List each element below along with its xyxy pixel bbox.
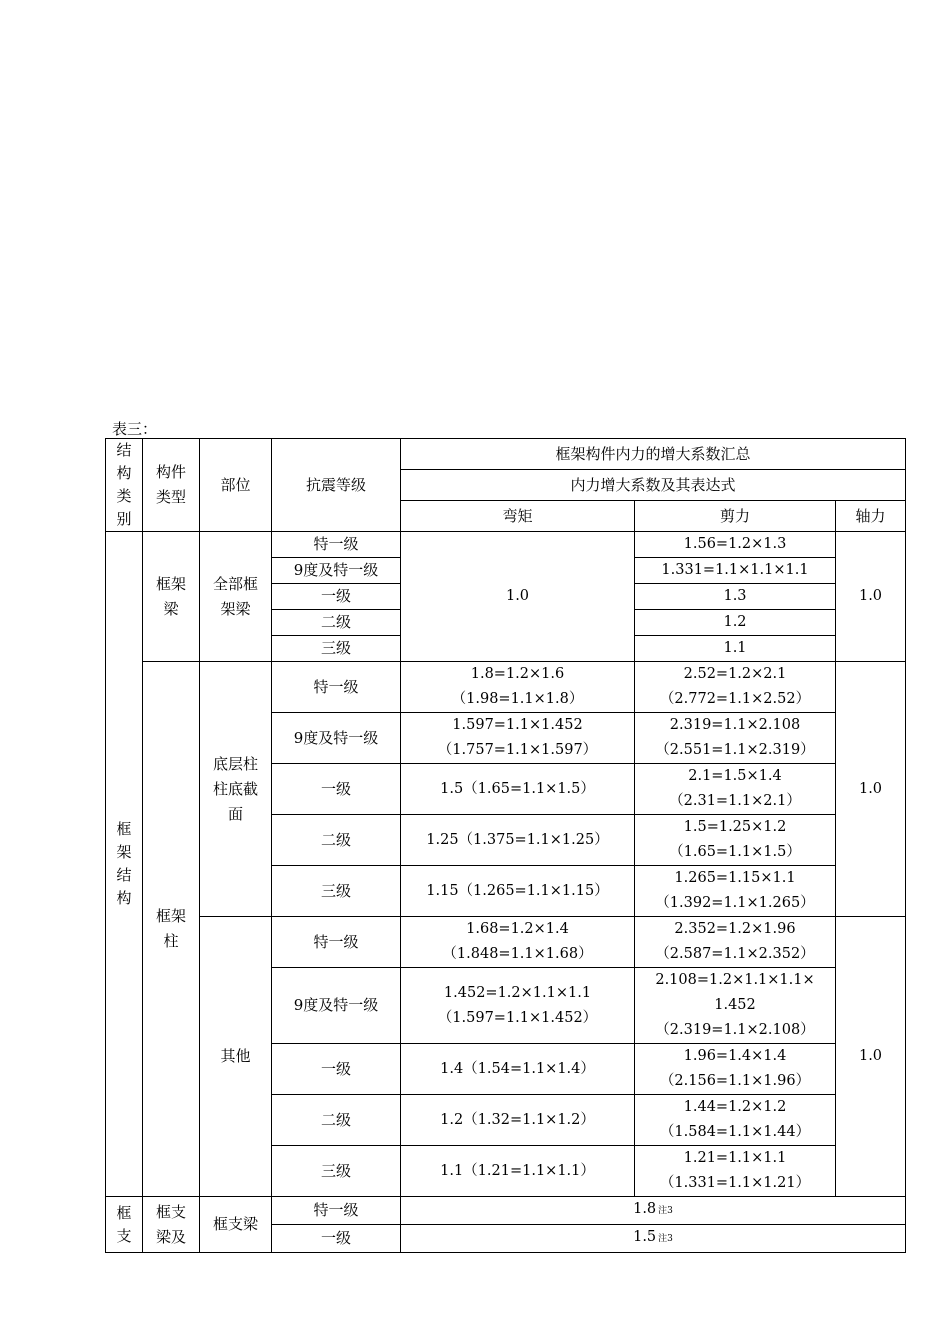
shear-cell: 1.96=1.4×1.4 （2.156=1.1×1.96） — [635, 1044, 836, 1095]
moment-cell: 1.597=1.1×1.452 （1.757=1.1×1.597） — [401, 713, 635, 764]
moment-cell: 1.1（1.21=1.1×1.1） — [401, 1146, 635, 1197]
transfer-position-cell: 框支梁 — [200, 1197, 272, 1253]
grade-cell: 9度及特一级 — [272, 968, 401, 1044]
column-position-cell: 其他 — [200, 917, 272, 1197]
grade-cell: 二级 — [272, 1095, 401, 1146]
table-row — [106, 532, 906, 558]
grade-cell: 三级 — [272, 1146, 401, 1197]
moment-cell: 1.5（1.65=1.1×1.5） — [401, 764, 635, 815]
shear-cell: 1.5=1.25×1.2 （1.65=1.1×1.5） — [635, 815, 836, 866]
frame-beam-type-cell: 框架 梁 — [143, 532, 200, 662]
shear-cell: 2.352=1.2×1.96 （2.587=1.1×2.352） — [635, 917, 836, 968]
moment-cell: 1.452=1.2×1.1×1.1 （1.597=1.1×1.452） — [401, 968, 635, 1044]
header-component-type: 构件 类型 — [143, 439, 200, 532]
table-caption: 表三： — [112, 420, 158, 438]
moment-cell: 1.4（1.54=1.1×1.4） — [401, 1044, 635, 1095]
frame-beam-position-cell: 全部框 架梁 — [200, 532, 272, 662]
moment-cell: 1.15（1.265=1.1×1.15） — [401, 866, 635, 917]
shear-cell: 1.21=1.1×1.1 （1.331=1.1×1.21） — [635, 1146, 836, 1197]
structure-transfer-cell: 框 支 — [106, 1197, 143, 1253]
table-row — [106, 662, 906, 713]
shear-cell: 1.56=1.2×1.3 — [635, 532, 836, 558]
header-structure-type: 结 构 类 别 — [106, 439, 143, 532]
frame-beam-axial-cell: 1.0 — [836, 532, 906, 662]
transfer-value-cell — [401, 1197, 906, 1225]
grade-cell: 特一级 — [272, 532, 401, 558]
column-position-cell: 底层柱 柱底截 面 — [200, 662, 272, 917]
header-seismic-grade: 抗震等级 — [272, 439, 401, 532]
grade-cell: 9度及特一级 — [272, 713, 401, 764]
grade-cell: 三级 — [272, 636, 401, 662]
header-moment: 弯矩 — [401, 501, 635, 532]
column-axial-cell: 1.0 — [836, 917, 906, 1197]
transfer-note: 注3 — [658, 1206, 673, 1216]
coefficient-table — [105, 438, 906, 1253]
moment-cell: 1.8=1.2×1.6 （1.98=1.1×1.8） — [401, 662, 635, 713]
grade-cell: 特一级 — [272, 1197, 401, 1225]
shear-cell: 2.319=1.1×2.108 （2.551=1.1×2.319） — [635, 713, 836, 764]
header-subtitle: 内力增大系数及其表达式 — [401, 470, 906, 501]
frame-beam-moment-cell: 1.0 — [401, 532, 635, 662]
shear-cell: 1.44=1.2×1.2 （1.584=1.1×1.44） — [635, 1095, 836, 1146]
shear-cell: 2.1=1.5×1.4 （2.31=1.1×2.1） — [635, 764, 836, 815]
shear-cell: 2.52=1.2×2.1 （2.772=1.1×2.52） — [635, 662, 836, 713]
header-position: 部位 — [200, 439, 272, 532]
shear-cell: 1.265=1.15×1.1 （1.392=1.1×1.265） — [635, 866, 836, 917]
moment-cell: 1.25（1.375=1.1×1.25） — [401, 815, 635, 866]
grade-cell: 一级 — [272, 584, 401, 610]
grade-cell: 二级 — [272, 610, 401, 636]
transfer-value: 1.8 — [633, 1201, 657, 1217]
column-axial-cell: 1.0 — [836, 662, 906, 917]
grade-cell: 一级 — [272, 1225, 401, 1253]
transfer-value-cell — [401, 1225, 906, 1253]
grade-cell: 二级 — [272, 815, 401, 866]
grade-cell: 特一级 — [272, 917, 401, 968]
grade-cell: 一级 — [272, 1044, 401, 1095]
shear-cell: 1.1 — [635, 636, 836, 662]
grade-cell: 特一级 — [272, 662, 401, 713]
moment-cell: 1.2（1.32=1.1×1.2） — [401, 1095, 635, 1146]
frame-column-type-cell: 框架 柱 — [143, 662, 200, 1197]
grade-cell: 三级 — [272, 866, 401, 917]
shear-cell: 1.3 — [635, 584, 836, 610]
structure-frame-cell: 框 架 结 构 — [106, 532, 143, 1197]
shear-cell: 1.2 — [635, 610, 836, 636]
moment-cell: 1.68=1.2×1.4 （1.848=1.1×1.68） — [401, 917, 635, 968]
grade-cell: 9度及特一级 — [272, 558, 401, 584]
header-shear: 剪力 — [635, 501, 836, 532]
shear-cell: 2.108=1.2×1.1×1.1× 1.452 （2.319=1.1×2.108） — [635, 968, 836, 1044]
grade-cell: 一级 — [272, 764, 401, 815]
table-row — [106, 917, 906, 968]
table-row — [106, 1197, 906, 1225]
shear-cell: 1.331=1.1×1.1×1.1 — [635, 558, 836, 584]
transfer-note: 注3 — [658, 1234, 673, 1244]
transfer-value: 1.5 — [633, 1229, 657, 1245]
header-axial: 轴力 — [836, 501, 906, 532]
header-title: 框架构件内力的增大系数汇总 — [401, 439, 906, 470]
transfer-type-cell: 框支 梁及 — [143, 1197, 200, 1253]
